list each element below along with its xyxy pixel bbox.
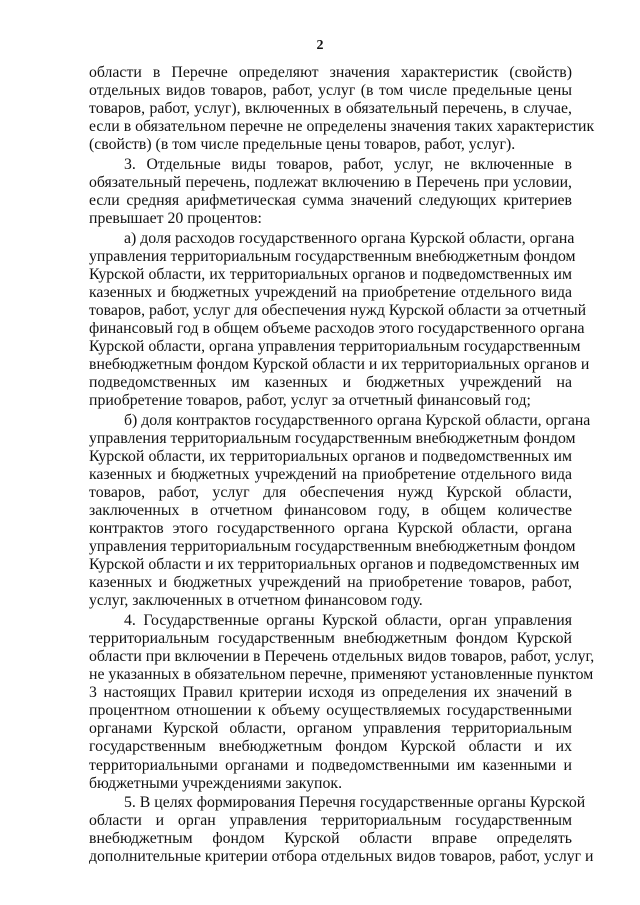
text-line: бюджетными учреждениями закупок. <box>89 774 343 792</box>
text-line: если средняя арифметическая сумма значений следующих критериев <box>89 192 572 210</box>
text-line: 4. Государственные органы Курской области, орган управления <box>124 612 572 630</box>
text-line: внебюджетным фондом Курской области вправе определять <box>89 830 572 848</box>
text-line: заключенных в отчетном финансовом году, в общем количестве <box>89 502 572 520</box>
text-line: обязательный перечень, подлежат включению в Перечень при условии, <box>89 173 572 191</box>
text-line: 5. В целях формирования Перечня государственные органы Курской <box>124 794 586 812</box>
paragraph <box>89 612 595 792</box>
text-line: территориальными органами и подведомственными им казенными и <box>89 756 572 774</box>
text-line: дополнительные критерии отбора отдельных видов товаров, работ, услуг и <box>89 848 594 866</box>
paragraph <box>89 156 572 228</box>
text-line: контрактов этого государственного органа Курской области, органа <box>89 520 572 538</box>
page-number: 2 <box>316 38 324 53</box>
text-line: управления территориальным государственным внебюджетным фондом <box>89 430 576 447</box>
text-line: процентном отношении к объему осуществляемых государственными <box>89 702 572 720</box>
text-line: области в Перечне определяют значения характеристик (свойств) <box>89 64 572 81</box>
text-line: приобретение товаров, работ, услуг за отчетный финансовый год; <box>89 392 531 410</box>
text-line: Курской области, их территориальных органов и подведомственных им <box>89 448 572 466</box>
text-line: товаров, работ, услуг), включенных в обязательный перечень, в случае, <box>89 100 572 118</box>
text-line: если в обязательном перечне не определены значения таких характеристик <box>89 118 595 136</box>
paragraph <box>89 794 594 866</box>
text-line: казенных и бюджетных учреждений на приобретение отдельного вида <box>89 466 572 484</box>
text-line: не указанных в обязательном перечне, применяют установленные пунктом <box>89 666 594 684</box>
paragraph <box>89 411 591 611</box>
text-line: финансовый год в общем объеме расходов этого государственного органа <box>89 320 585 338</box>
text-line: а) доля расходов государственного органа Курской области, органа <box>124 229 575 247</box>
paragraph <box>89 229 590 410</box>
text-line: государственным внебюджетным фондом Курской области и их <box>89 738 572 756</box>
text-line: отдельных видов товаров, работ, услуг (в том числе предельные цены <box>89 82 572 100</box>
text-line: казенных и бюджетных учреждений на приобретение отдельного вида <box>89 283 572 301</box>
text-line: товаров, работ, услуг для обеспечения нужд Курской области за отчетный <box>89 301 587 319</box>
text-line: органами Курской области, органом управления территориальным <box>89 720 572 738</box>
text-line: управления территориальным государственным внебюджетным фондом <box>89 538 576 556</box>
text-line: области и орган управления территориальным государственным <box>89 812 572 830</box>
text-line: превышает 20 процентов: <box>89 210 262 228</box>
document-body <box>89 64 595 868</box>
text-line: казенных и бюджетных учреждений на приобретение товаров, работ, <box>89 574 572 592</box>
text-line: Курской области и их территориальных органов и подведомственных им <box>89 556 580 574</box>
text-line: (свойств) (в том числе предельные цены товаров, работ, услуг). <box>89 136 516 154</box>
text-line: товаров, работ, услуг для обеспечения нужд Курской области, <box>89 484 572 502</box>
text-line: услуг, заключенных в отчетном финансовом году. <box>89 592 423 610</box>
text-line: подведомственных им казенных и бюджетных учреждений на <box>89 374 572 392</box>
text-line: области при включении в Перечень отдельных видов товаров, работ, услуг, <box>89 648 595 666</box>
text-line: 3 настоящих Правил критерии исходя из определения их значений в <box>89 684 572 702</box>
text-line: внебюджетным фондом Курской области и их территориальных органов и <box>89 356 590 374</box>
text-line: б) доля контрактов государственного органа Курской области, органа <box>124 411 591 429</box>
text-line: управления территориальным государственным внебюджетным фондом <box>89 247 576 265</box>
paragraph <box>89 64 595 154</box>
text-line: территориальным государственным внебюджетным фондом Курской <box>89 630 572 648</box>
text-line: 3. Отдельные виды товаров, работ, услуг, не включенные в <box>124 155 572 173</box>
text-line: Курской области, их территориальных органов и подведомственных им <box>89 265 572 283</box>
text-line: Курской области, органа управления территориальным государственным <box>89 338 581 356</box>
